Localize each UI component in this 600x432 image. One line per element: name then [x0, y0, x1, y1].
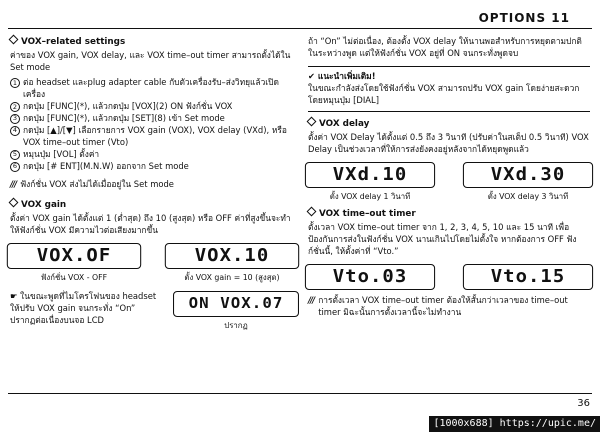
headset-note: [10, 291, 296, 331]
lcd-caption: ปรากฏ: [224, 321, 248, 331]
on-note-text: ถ้า “On” ไม่ต่อเนื่อง, ต้องตั้ง VOX delay ให้นานพอสำหรับการหยุดตามปกติในระหว่างพูด แต่ให้ฟังก์ชั่น VOX อยู่ที่ ON จนกระทั่งพูดจบ: [308, 36, 582, 58]
diamond-icon: [307, 116, 317, 126]
steps-list: [10, 77, 296, 172]
note-icon: ///: [10, 178, 17, 189]
lcd-on-vox: [176, 291, 296, 331]
step-number: 5: [10, 150, 20, 160]
step-number: 4: [10, 126, 20, 136]
header-rule: [8, 28, 592, 29]
lcd-vxd-10: [308, 162, 432, 202]
tot-note-text: การตั้งเวลา VOX time–out timer ต้องให้สั้นกว่าเวลาของ time–out timer มิฉะนั้นการตั้งเวลานี้จะไม่ทำงาน: [318, 295, 568, 318]
vox-delay-heading: VOX delay: [308, 118, 590, 130]
step-text: กดปุ่ม [# ENT](M.N.W) ออกจาก Set mode: [23, 160, 189, 171]
tip-text: ในขณะกำลังส่งโดยใช้ฟังก์ชั่น VOX สามารถปรับ VOX gain โดยง่ายสะดวกโดยหมุนปุ่ม [DIAL]: [308, 82, 580, 105]
step-text: กดปุ่ม [FUNC](*), แล้วกดปุ่ม [SET](8) เข้า Set mode: [23, 113, 225, 124]
left-column: [10, 36, 296, 331]
diamond-icon: [9, 197, 19, 207]
vox-settings-heading: VOX–related settings: [10, 36, 296, 48]
vox-tot-text: ตั้งเวลา VOX time–out timer จาก 1, 2, 3, 4, 5, 10 และ 15 นาที เพื่อป้องกันการส่งในฟังก์ชั่น VOX นานเกินไปโดยไม่ตั้งใจ หากต้องการ OFF ฟังก์ชั่นนี้, ให้ตั้งค่าที่ “Vto.”: [308, 222, 577, 257]
note-icon: ///: [308, 295, 315, 306]
step-number: 1: [10, 78, 20, 88]
step-item: [10, 161, 296, 173]
lcd-caption: ฟังก์ชั่น VOX - OFF: [40, 272, 108, 282]
vox-delay-text: ตั้งค่า VOX Delay ได้ตั้งแต่ 0.5 ถึง 3 วินาที (ปรับค่าในสเต็ป 0.5 วินาที) VOX Delay เป็นช่วงเวลาที่ให้การส่งยังคงอยู่หลังจากได้หยุดพูดแล้ว: [308, 132, 589, 155]
vox-intro-text: ค่าของ VOX gain, VOX delay, และ VOX time–out timer สามารถตั้งได้ใน Set mode: [10, 50, 291, 73]
lcd-caption: ตั้ง VOX gain = 10 (สูงสุด): [184, 272, 280, 282]
lcd-display: VXd.30: [463, 162, 593, 188]
lcd-display: VXd.10: [305, 162, 435, 188]
note-text: ฟังก์ชั่น VOX ส่งไม่ได้เมื่ออยู่ใน Set mode: [20, 178, 174, 189]
step-text: กดปุ่ม [FUNC](*), แล้วกดปุ่ม [VOX](2) ON ฟังก์ชั่น VOX: [23, 101, 233, 112]
vox-gain-text: ตั้งค่า VOX gain ได้ตั้งแต่ 1 (ต่ำสุด) ถึง 10 (สูงสุด) หรือ OFF ค่าที่สูงขึ้นจะทำให้ฟังก์ชั่น VOX มีความไวต่อเสียงมากขึ้น: [10, 213, 291, 236]
step-item: [10, 113, 296, 125]
step-number: 3: [10, 114, 20, 124]
step-item: [10, 77, 296, 101]
lcd-vto-03: [308, 264, 432, 290]
vox-tot-heading: VOX time–out timer: [308, 208, 590, 220]
gain-lcd-row: [10, 243, 296, 283]
tip-box: [308, 66, 590, 112]
diamond-icon: [9, 35, 19, 45]
page-number: 36: [577, 398, 590, 409]
delay-lcd-row: [308, 162, 590, 202]
footer-rule: [8, 393, 592, 394]
lcd-display: VOX.10: [165, 243, 299, 269]
step-number: 2: [10, 102, 20, 112]
watermark: [1000x688] https://upic.me/: [429, 416, 600, 432]
lcd-vxd-30: [466, 162, 590, 202]
right-column: [308, 36, 590, 327]
step-number: 6: [10, 162, 20, 172]
lcd-vto-15: [466, 264, 590, 290]
step-text: กดปุ่ม [▲]/[▼] เลือกรายการ VOX gain (VOX), VOX delay (VXd), หรือ VOX time–out timer (Vto): [23, 125, 287, 147]
step-text: ต่อ headset และplug adapter cable กับตัวเครื่องรับ–ส่งวิทยุแล้วเปิดเครื่อง: [23, 77, 279, 100]
page-title: OPTIONS 11: [478, 11, 570, 25]
lcd-vox-10: [168, 243, 296, 283]
lcd-caption: ตั้ง VOX delay 3 วินาที: [487, 191, 569, 201]
lcd-display: Vto.03: [305, 264, 435, 290]
step-item: [10, 125, 296, 149]
lcd-caption: ตั้ง VOX delay 1 วินาที: [329, 191, 411, 201]
vox-gain-heading: VOX gain: [10, 199, 296, 211]
tot-lcd-row: [308, 264, 590, 290]
lcd-display: ON VOX.07: [173, 291, 299, 317]
headset-note-text: ☛ ในขณะพูดที่ไมโครโฟนของ headset ให้ปรับ VOX gain จนกระทั่ง “On” ปรากฏต่อเนื่องบนจอ LCD: [10, 291, 157, 325]
step-item: [10, 101, 296, 113]
lcd-vox-off: [10, 243, 138, 283]
note-line: [10, 179, 296, 191]
step-text: หมุนปุ่ม [VOL] ตั้งค่า: [23, 148, 100, 159]
diamond-icon: [307, 207, 317, 217]
tip-title: ✔ แนะนำเพิ่มเติม!: [308, 70, 376, 81]
tot-note-line: [308, 295, 590, 319]
step-item: [10, 149, 296, 161]
lcd-display: VOX.OF: [7, 243, 141, 269]
lcd-display: Vto.15: [463, 264, 593, 290]
